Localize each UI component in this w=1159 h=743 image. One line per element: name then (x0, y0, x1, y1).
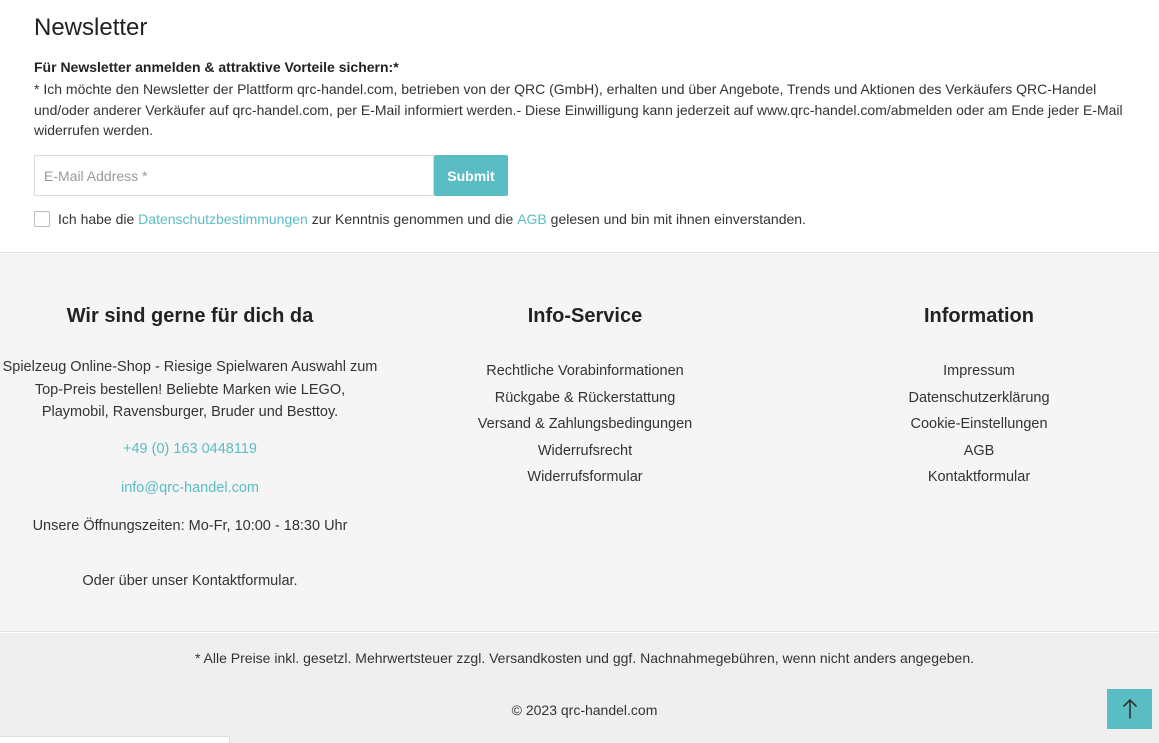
footer-link-agb[interactable]: AGB (963, 442, 995, 459)
footer-link-privacy[interactable]: Datenschutzerklärung (908, 389, 1050, 406)
contact-form-note: Oder über unser Kontaktformular. (82, 573, 298, 589)
footer-link-returns[interactable]: Rückgabe & Rückerstattung (494, 389, 676, 406)
footer-link-cookie-settings[interactable]: Cookie-Einstellungen (910, 416, 1048, 432)
footer-link-imprint[interactable]: Impressum (943, 363, 1015, 379)
consent-text-part2: zur Kenntnis genommen und die (307, 211, 518, 227)
tax-note: * Alle Preise inkl. gesetzl. Mehrwertsteuer zzgl. Versandkosten und ggf. Nachnahmegebühren, wenn nicht anders angegeben. (194, 650, 975, 666)
footer-link-shipping-payment[interactable]: Versand & Zahlungsbedingungen (477, 416, 693, 432)
footer-link-withdrawal-right[interactable]: Widerrufsrecht (537, 442, 633, 459)
shop-description: Spielzeug Online-Shop - Riesige Spielwaren Auswahl zum Top-Preis bestellen! Beliebte Marken wie LEGO, Playmobil, Ravensburger, Bruder und Besttoy. (2, 359, 378, 420)
consent-text-part3: gelesen und bin mit ihnen einverstanden. (546, 211, 806, 227)
consent-checkbox[interactable] (34, 211, 50, 227)
cookie-banner-edge (0, 736, 230, 743)
copyright: © 2023 qrc-handel.com (511, 702, 658, 718)
footer-link-withdrawal-form[interactable]: Widerrufsformular (527, 469, 643, 485)
submit-button[interactable]: Submit (434, 155, 508, 196)
scroll-to-top-button[interactable] (1107, 689, 1152, 729)
footer (0, 254, 1159, 632)
newsletter-section (0, 0, 1159, 253)
opening-hours: Unsere Öffnungszeiten: Mo-Fr, 10:00 - 18:30 Uhr (32, 518, 348, 534)
agb-link[interactable]: AGB (517, 211, 547, 227)
contact-title: Wir sind gerne für dich da (66, 305, 314, 327)
info-service-list (400, 358, 770, 491)
email-link[interactable]: info@qrc-handel.com (120, 480, 260, 496)
privacy-policy-link[interactable]: Datenschutzbestimmungen (138, 211, 308, 227)
footer-link-contact-form[interactable]: Kontaktformular (927, 469, 1031, 485)
newsletter-consent-text: * Ich möchte den Newsletter der Plattform qrc-handel.com, betrieben von der QRC (GmbH), erhalten und über Angebote, Trends und Aktionen des Verkäufers QRC-Handel und/oder anderer Verkäufer auf qrc-handel.com, per E-Mail informiert werden.- Diese Einwilligung kann jederzeit auf www.qrc-handel.com/abmelden oder am Ende jeder E-Mail widerrufen werden. (34, 81, 1123, 139)
email-input[interactable] (34, 155, 434, 196)
arrow-up-icon (1122, 698, 1138, 720)
newsletter-lead: Für Newsletter anmelden & attraktive Vorteile sichern:* (34, 59, 399, 75)
phone-link[interactable]: +49 (0) 163 0448119 (123, 441, 257, 457)
privacy-consent (34, 211, 806, 227)
info-service-title: Info-Service (527, 305, 643, 327)
information-title: Information (924, 305, 1034, 327)
footer-link-legal-preinfo[interactable]: Rechtliche Vorabinformationen (486, 363, 684, 379)
bottom-bar (0, 633, 1159, 743)
newsletter-title: Newsletter (34, 14, 148, 41)
information-list (798, 358, 1159, 491)
consent-text-part1: Ich habe die (58, 211, 139, 227)
